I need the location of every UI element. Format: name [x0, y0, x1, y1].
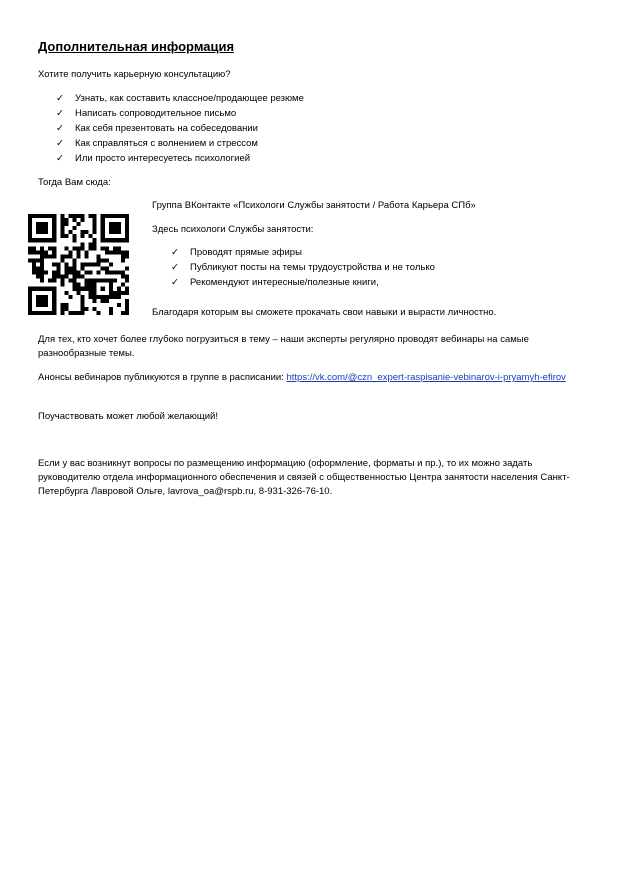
- check-icon: ✓: [171, 262, 179, 273]
- benefit-text: Как справляться с волнением и стрессом: [75, 138, 258, 149]
- webinars-paragraph: Для тех, кто хочет более глубоко погрузиться в тему – наши эксперты регулярно проводят вебинары на самые разнообразные темы.: [38, 334, 529, 359]
- qr-code-icon: [28, 214, 129, 315]
- then-label: Тогда Вам сюда:: [38, 177, 111, 188]
- participate-text: Поучаствовать может любой желающий!: [38, 411, 218, 422]
- webinar-schedule-link[interactable]: https://vk.com/@czn_expert-raspisanie-vebinarov-i-pryamyh-efirov: [286, 372, 566, 383]
- announce-paragraph: [38, 371, 586, 385]
- group-item-text: Проводят прямые эфиры: [190, 247, 302, 258]
- check-icon: ✓: [56, 123, 64, 134]
- contact-paragraph: Если у вас возникнут вопросы по размещению информацию (оформление, форматы и пр.), то их можно задать руководителю отдела информационного обеспечения и связей с общественностью Центра занятости населения Санкт-Петербурга Лавровой Ольге, lavrova_oa@rspb.ru, 8-931-326-76-10.: [38, 458, 570, 497]
- group-intro: Здесь психологи Службы занятости:: [152, 224, 314, 235]
- check-icon: ✓: [171, 277, 179, 288]
- benefit-text: Написать сопроводительное письмо: [75, 108, 237, 119]
- group-name: Группа ВКонтакте «Психологи Службы занятости / Работа Карьера СПб»: [152, 200, 476, 211]
- benefit-text: Как себя презентовать на собеседовании: [75, 123, 258, 134]
- benefit-text: Узнать, как составить классное/продающее резюме: [75, 93, 304, 104]
- career-question: Хотите получить карьерную консультацию?: [38, 69, 231, 80]
- page-title: Дополнительная информация: [38, 39, 235, 54]
- check-icon: ✓: [56, 108, 64, 119]
- check-icon: ✓: [171, 247, 179, 258]
- check-icon: ✓: [56, 153, 64, 164]
- group-closing: Благодаря которым вы сможете прокачать свои навыки и вырасти личностно.: [152, 307, 497, 318]
- group-item-text: Публикуют посты на темы трудоустройства и не только: [190, 262, 435, 273]
- group-item-text: Рекомендуют интересные/полезные книги,: [190, 277, 379, 288]
- check-icon: ✓: [56, 138, 64, 149]
- announce-text: Анонсы вебинаров публикуются в группе в расписании:: [38, 372, 284, 383]
- benefit-text: Или просто интересуетесь психологией: [75, 153, 251, 164]
- check-icon: ✓: [56, 93, 64, 104]
